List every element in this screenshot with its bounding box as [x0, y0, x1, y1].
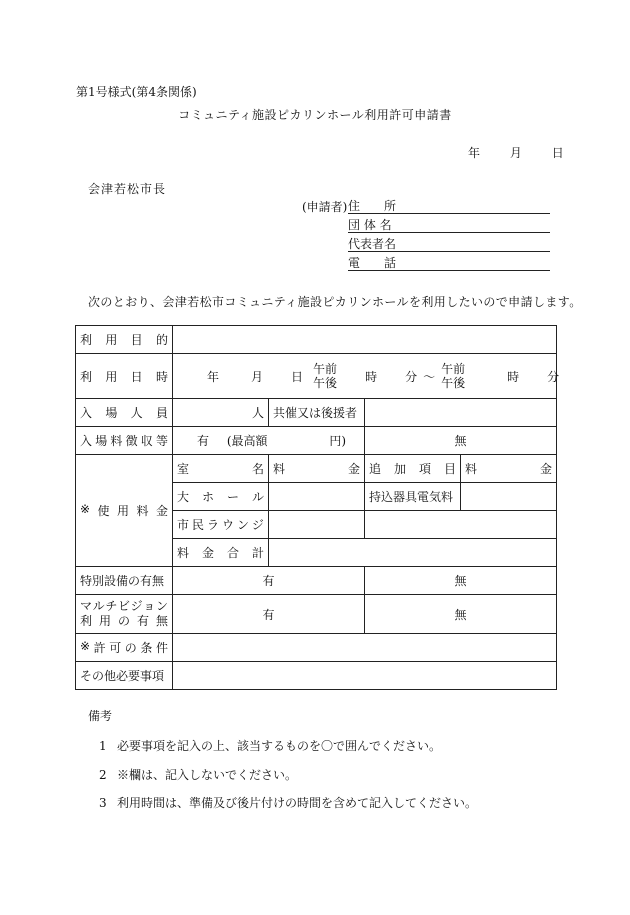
other-input[interactable] — [173, 662, 557, 690]
label-char: ン — [155, 599, 168, 613]
purpose-label — [76, 326, 173, 354]
label-char: 有 — [136, 614, 149, 628]
special-equipment-yes-cell[interactable] — [173, 567, 365, 595]
room-hall-text — [177, 488, 264, 505]
date-year: 年 — [468, 146, 481, 160]
label-char: の — [124, 641, 137, 655]
label-char: 料 — [273, 462, 286, 476]
dt-pm-start: 午後 — [313, 376, 338, 390]
label-char: 可 — [109, 641, 122, 655]
label-char: 料 — [110, 434, 123, 448]
dt-hour-end: 時 — [507, 369, 520, 384]
label-char: 計 — [251, 546, 264, 560]
attendance-label-text — [80, 404, 168, 421]
label-char: 合 — [226, 546, 239, 560]
label-char: 条 — [140, 641, 153, 655]
fee-total — [173, 539, 269, 567]
note-number: 3 — [99, 796, 107, 810]
extra-header-text — [369, 460, 456, 477]
special-equipment-label: 特別設備の有無 — [76, 567, 173, 595]
note-item — [99, 794, 477, 811]
applicant-label: (申請者) — [302, 200, 348, 214]
dt-minute-start: 分 — [405, 369, 418, 384]
label-char: ル — [92, 599, 105, 613]
attendance-input[interactable] — [173, 399, 269, 427]
room-lounge — [173, 511, 269, 539]
note-text: 利用時間は、準備及び後片付けの時間を含めて記入してください。 — [117, 796, 478, 810]
label-char: 許 — [93, 641, 106, 655]
multivision-yes-cell[interactable] — [173, 595, 365, 634]
special-equipment-no-cell[interactable] — [365, 567, 557, 595]
attendance-row — [76, 399, 557, 427]
note-text: ※欄は、記入しないでください。 — [117, 768, 298, 782]
application-table — [75, 325, 560, 690]
dt-pm-end: 午後 — [441, 376, 466, 390]
multivision-row — [76, 595, 557, 634]
fee-no-cell[interactable] — [365, 427, 557, 455]
label-char: 料 — [177, 546, 190, 560]
multivision-no: 無 — [454, 607, 467, 622]
usage-header-row — [76, 455, 557, 483]
label-char: 入 — [80, 434, 93, 448]
label-char: 使 — [97, 504, 110, 518]
label-char: 加 — [393, 462, 406, 476]
label-char: ホ — [201, 490, 214, 504]
dt-hour-start: 時 — [365, 369, 378, 384]
date-month: 月 — [509, 146, 522, 160]
other-row — [76, 662, 557, 690]
room-header-text — [177, 460, 264, 477]
label-char: の — [117, 614, 130, 628]
label-char: 場 — [105, 406, 118, 420]
datetime-label-text — [80, 368, 168, 385]
attendance-unit: 人 — [251, 406, 264, 420]
label-char: ※ — [80, 502, 91, 516]
cosponsor-input[interactable] — [365, 399, 557, 427]
fee-header-text — [273, 460, 360, 477]
label-char: 金 — [155, 504, 168, 518]
label-char: 時 — [155, 369, 168, 384]
attendance-label — [76, 399, 173, 427]
label-char: 項 — [418, 462, 431, 476]
label-char: 等 — [155, 434, 168, 448]
note-number: 2 — [99, 768, 107, 782]
label-char: 利 — [80, 333, 93, 347]
dt-am-end: 午前 — [441, 362, 466, 376]
multivision-label-line2 — [80, 614, 168, 629]
label-char: ラ — [206, 518, 219, 532]
note-number: 1 — [99, 739, 107, 753]
label-char: 利 — [80, 614, 93, 628]
conditions-input[interactable] — [173, 634, 557, 662]
dt-ampm-start[interactable] — [313, 362, 337, 390]
dt-ampm-end[interactable] — [441, 362, 465, 390]
fee-total-text — [177, 544, 264, 561]
special-equipment-row — [76, 567, 557, 595]
purpose-input[interactable] — [173, 326, 557, 354]
label-char: ジ — [130, 599, 143, 613]
label-char: 市 — [177, 518, 190, 532]
label-char: 金 — [347, 462, 360, 476]
room-hall — [173, 483, 269, 511]
label-char: ョ — [143, 599, 156, 613]
label-char: ン — [236, 518, 249, 532]
label-char: 室 — [177, 462, 190, 476]
lounge-extra-input[interactable] — [365, 511, 557, 539]
other-label: その他必要事項 — [76, 662, 173, 690]
label-char: 用 — [105, 369, 118, 384]
conditions-label-text — [80, 639, 168, 656]
label-char: 金 — [201, 546, 214, 560]
fee-label-text — [80, 432, 168, 449]
fee-yen: 円) — [329, 434, 347, 448]
fee-header — [269, 455, 365, 483]
label-char: 日 — [130, 369, 143, 384]
label-char: 用 — [105, 333, 118, 347]
fee-label — [76, 427, 173, 455]
label-char: 大 — [177, 490, 190, 504]
dt-minute-end: 分 — [547, 369, 560, 384]
usage-label-text — [80, 502, 168, 519]
note-text: 必要事項を記入の上、該当するものを〇で囲んでください。 — [117, 739, 442, 753]
usage-label — [76, 455, 173, 567]
note-item — [99, 737, 441, 754]
label-char: 料 — [136, 504, 149, 518]
purpose-row — [76, 326, 557, 354]
label-char: ル — [251, 490, 264, 504]
multivision-no-cell[interactable] — [365, 595, 557, 634]
representative-field[interactable]: 代表者名 — [348, 235, 550, 252]
extra-fee-header — [461, 455, 557, 483]
datetime-fields — [177, 362, 560, 390]
label-char: 件 — [155, 641, 168, 655]
label-char: ビ — [117, 599, 130, 613]
extra-item-fee-input[interactable] — [461, 483, 557, 511]
label-char: 無 — [155, 614, 168, 628]
label-char: ※ — [80, 639, 91, 653]
label-char: 収 — [140, 434, 153, 448]
dt-day: 日 — [291, 369, 304, 384]
dt-am-start: 午前 — [313, 362, 338, 376]
cosponsor-label: 共催又は後援者 — [269, 399, 365, 427]
label-char: 用 — [117, 504, 130, 518]
label-char: 民 — [191, 518, 204, 532]
fee-row — [76, 427, 557, 455]
phone-field[interactable]: 電 話 — [348, 254, 550, 271]
room-lounge-text — [177, 516, 264, 533]
datetime-input[interactable] — [173, 354, 560, 399]
lounge-fee-input[interactable] — [269, 511, 365, 539]
date-line — [468, 144, 564, 161]
extra-fee-header-text — [465, 460, 552, 477]
label-char: マ — [80, 599, 93, 613]
label-char: ー — [226, 490, 239, 504]
fee-no: 無 — [454, 434, 467, 448]
special-equipment-no: 無 — [454, 574, 467, 588]
multivision-label — [76, 595, 173, 634]
label-char: 利 — [80, 369, 93, 384]
conditions-row — [76, 634, 557, 662]
label-char: 入 — [80, 406, 93, 420]
label-char: 名 — [251, 462, 264, 476]
fee-total-input[interactable] — [269, 539, 557, 567]
fee-yes-cell[interactable] — [173, 427, 365, 455]
multivision-yes: 有 — [262, 607, 275, 622]
label-char: 目 — [130, 333, 143, 347]
hall-fee-input[interactable] — [269, 483, 365, 511]
label-char: ウ — [221, 518, 234, 532]
dt-tilde: 〜 — [423, 369, 436, 384]
fee-max-prefix: (最高額 — [226, 434, 268, 448]
dt-year: 年 — [207, 369, 220, 384]
label-char: 目 — [443, 462, 456, 476]
label-char: 場 — [95, 434, 108, 448]
dt-month: 月 — [251, 369, 264, 384]
label-char: ジ — [251, 518, 264, 532]
conditions-label — [76, 634, 173, 662]
addressee: 会津若松市長 — [88, 182, 167, 196]
form-number: 第1号様式(第4条関係) — [76, 85, 197, 99]
label-char: 員 — [155, 406, 168, 420]
multivision-label-line1 — [80, 599, 168, 614]
label-char: 追 — [369, 462, 382, 476]
datetime-row — [76, 354, 557, 399]
label-char: 人 — [130, 406, 143, 420]
purpose-label-text — [80, 331, 168, 348]
document-title: コミュニティ施設ピカリンホール利用許可申請書 — [178, 108, 452, 122]
date-day: 日 — [551, 146, 564, 160]
extra-item: 持込器具電気料 — [365, 483, 461, 511]
notes-heading: 備考 — [88, 709, 113, 723]
label-char: 徴 — [125, 434, 138, 448]
datetime-label — [76, 354, 173, 399]
label-char: 用 — [98, 614, 111, 628]
organization-field[interactable]: 団 体 名 — [348, 216, 550, 233]
room-header — [173, 455, 269, 483]
special-equipment-yes: 有 — [262, 574, 275, 588]
fee-yes: 有 — [197, 434, 210, 448]
label-char: 料 — [465, 462, 478, 476]
label-char: チ — [105, 599, 118, 613]
address-field[interactable]: 住 所 — [348, 197, 550, 214]
extra-header — [365, 455, 461, 483]
label-char: 金 — [539, 462, 552, 476]
intro-text: 次のとおり、会津若松市コミュニティ施設ピカリンホールを利用したいので申請します。 — [88, 295, 582, 309]
note-item — [99, 766, 297, 783]
label-char: 的 — [155, 333, 168, 347]
